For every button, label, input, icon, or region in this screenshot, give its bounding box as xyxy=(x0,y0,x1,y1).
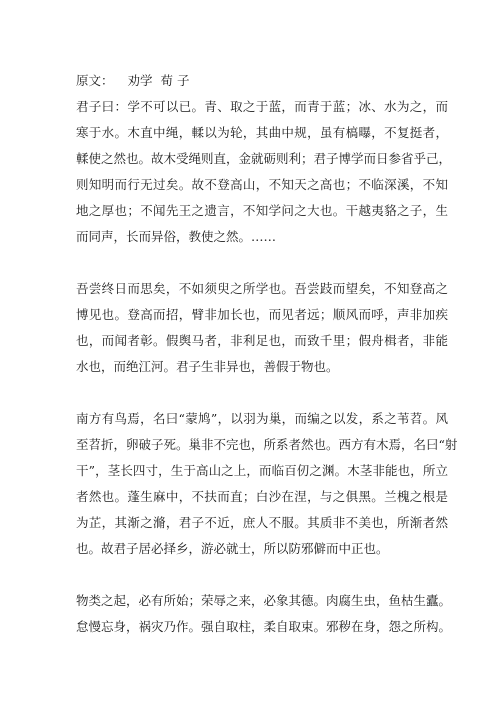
document-page xyxy=(76,68,458,640)
text-line: 至苕折，卵破子死。巢非不完也，所系者然也。西方有木焉，名曰“射 xyxy=(76,437,458,452)
text-line: 地之厚也；不闻先王之遗言，不知学问之大也。干越夷貉之子，生 xyxy=(76,203,448,218)
text-line: 物类之起，必有所始；荣辱之来，必象其德。肉腐生虫，鱼枯生蠹。 xyxy=(76,593,452,608)
text-line: 寒于水。木直中绳，輮以为轮，其曲中规，虽有槁曝，不复挺者， xyxy=(76,125,448,140)
paragraph-2 xyxy=(76,276,448,380)
text-line: 吾尝终日而思矣，不如须臾之所学也。吾尝跂而望矣，不知登高之 xyxy=(76,281,448,296)
text-line: 君子曰：学不可以已。青、取之于蓝，而青于蓝；冰、水为之，而 xyxy=(76,99,448,114)
text-line: 也。故君子居必择乡，游必就士，所以防邪僻而中正也。 xyxy=(76,541,389,556)
paragraph-gap xyxy=(76,380,448,406)
text-line: 为芷，其渐之滫，君子不近，庶人不服。其质非不美也，所渐者然 xyxy=(76,515,448,530)
text-line: 则知明而行无过矣。故不登高山，不知天之高也；不临深溪，不知 xyxy=(76,177,448,192)
essay-title: 劝学 xyxy=(127,73,153,88)
text-line: 干”，茎长四寸，生于高山之上，而临百仞之渊。木茎非能也，所立 xyxy=(76,463,448,478)
text-line: 輮使之然也。故木受绳则直，金就砺则利；君子博学而日参省乎己， xyxy=(76,151,452,166)
text-line: 者然也。蓬生麻中，不扶而直；白沙在涅，与之俱黑。兰槐之根是 xyxy=(76,489,448,504)
paragraph-4 xyxy=(76,588,452,640)
paragraph-3 xyxy=(76,406,458,562)
heading xyxy=(76,68,448,94)
essay-author: 荀 子 xyxy=(160,73,190,88)
text-line: 水也，而绝江河。君子生非异也，善假于物也。 xyxy=(76,359,339,374)
paragraph-gap xyxy=(76,562,448,588)
text-line: 怠慢忘身，祸灾乃作。强自取柱，柔自取束。邪秽在身，怨之所构。 xyxy=(76,619,452,634)
text-line: 南方有鸟焉，名曰“蒙鸠”，以羽为巢，而编之以发，系之苇苕。风 xyxy=(76,411,448,426)
heading-label: 原文： xyxy=(76,73,114,88)
text-line: 博见也。登高而招，臂非加长也，而见者远；顺风而呼，声非加疾 xyxy=(76,307,448,322)
paragraph-gap xyxy=(76,250,448,276)
paragraph-1 xyxy=(76,94,452,250)
text-line: 而同声，长而异俗，教使之然。…… xyxy=(76,229,277,244)
text-line: 也，而闻者彰。假舆马者，非利足也，而致千里；假舟楫者，非能 xyxy=(76,333,448,348)
